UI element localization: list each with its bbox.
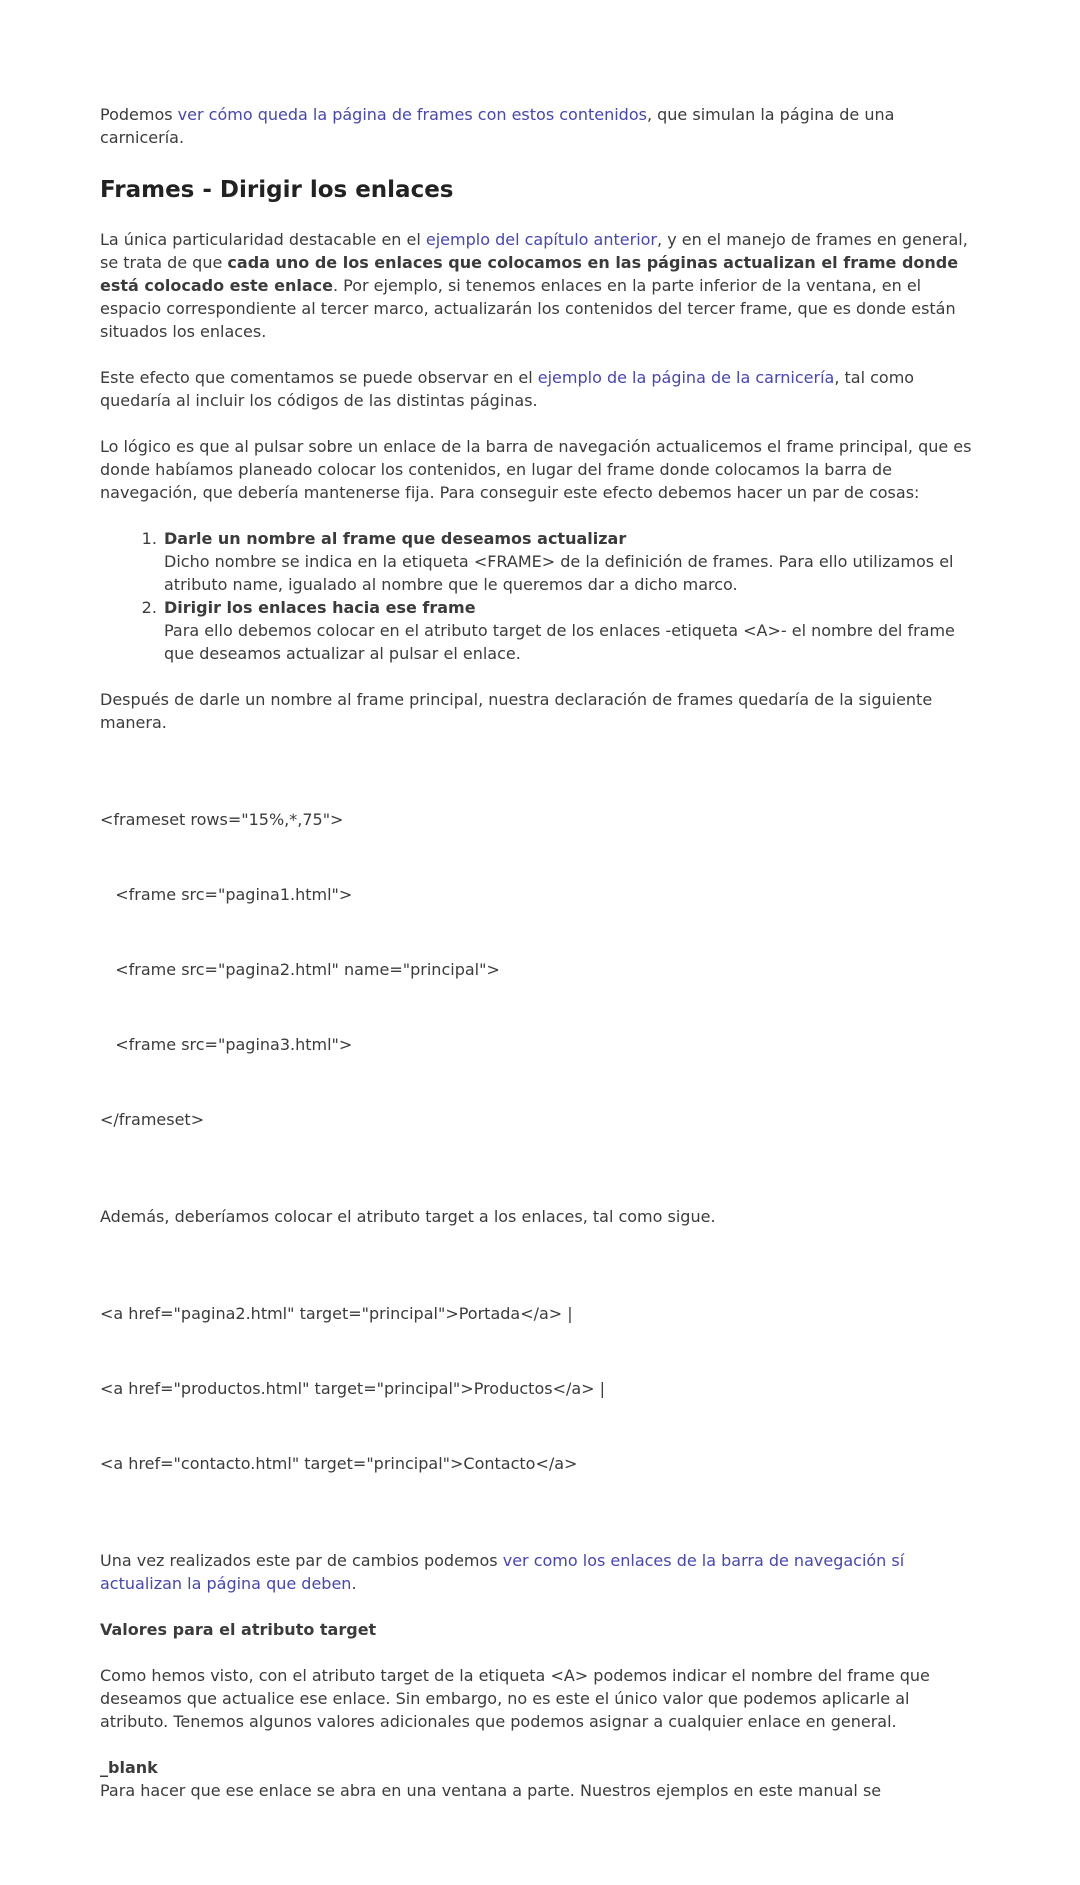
term-blank-block: [100, 1756, 980, 1802]
text-span: , que simulan la página de una carnicería.: [100, 105, 895, 147]
paragraph-ademas: Además, deberíamos colocar el atributo target a los enlaces, tal como sigue.: [100, 1207, 716, 1226]
code-line: <a href="productos.html" target="principal">Productos</a> |: [100, 1379, 606, 1398]
term-name: _blank: [100, 1758, 158, 1777]
code-block-frameset: [100, 757, 980, 1182]
list-item: [162, 527, 980, 596]
text-link[interactable]: ver cómo queda la página de frames con estos contenidos: [177, 105, 647, 124]
text-span: La única particularidad destacable en el: [100, 230, 426, 249]
paragraph-este-efecto: [100, 366, 980, 412]
page-title: Frames - Dirigir los enlaces: [100, 177, 454, 203]
paragraph-como-hemos-visto: Como hemos visto, con el atributo target de la etiqueta <A> podemos indicar el nombre del frame que deseamos que actualice ese enlace. Sin embargo, no es este el único valor que podemos aplicarle al atributo. Tenemos algunos valores adicionales que podemos asignar a cualquier enlace en general.: [100, 1666, 930, 1731]
steps-list: [100, 527, 980, 665]
text-span: , y en el manejo de frames en general, se trata de que: [100, 230, 968, 272]
step-description: Para ello debemos colocar en el atributo target de los enlaces -etiqueta <A>- el nombre del frame que deseamos actualizar al pulsar el enlace.: [164, 621, 955, 663]
text-span: Una vez realizados este par de cambios podemos: [100, 1551, 503, 1570]
code-line: <a href="contacto.html" target="principal">Contacto</a>: [100, 1454, 578, 1473]
paragraph-despues: Después de darle un nombre al frame principal, nuestra declaración de frames quedaría de la siguiente manera.: [100, 690, 933, 732]
step-description: Dicho nombre se indica en la etiqueta <FRAME> de la definición de frames. Para ello utilizamos el atributo name, igualado al nombre que le queremos dar a dicho marco.: [164, 552, 954, 594]
code-line: <frame src="pagina3.html">: [100, 1035, 353, 1054]
term-description: Para hacer que ese enlace se abra en una ventana a parte. Nuestros ejemplos en este manual se: [100, 1781, 882, 1800]
intro-paragraph: [100, 103, 980, 149]
list-item: [162, 596, 980, 665]
code-line: <frame src="pagina2.html" name="principal">: [100, 960, 500, 979]
subheading-valores-target: Valores para el atributo target: [100, 1620, 377, 1639]
code-line: <a href="pagina2.html" target="principal">Portada</a> |: [100, 1304, 573, 1323]
text-span: . Por ejemplo, si tenemos enlaces en la parte inferior de la ventana, en el espacio correspondiente al tercer marco, actualizarán los contenidos del tercer frame, que es donde están situados los enlaces.: [100, 276, 956, 341]
text-link[interactable]: ver como los enlaces de la barra de navegación sí actualizan la página que deben: [100, 1551, 905, 1593]
text-link[interactable]: ejemplo del capítulo anterior: [425, 230, 658, 249]
step-title: 1. Darle un nombre al frame que deseamos actualizar: [164, 529, 627, 548]
step-title: 2. Dirigir los enlaces hacia ese frame: [164, 598, 476, 617]
paragraph-unica-particularidad: [100, 228, 980, 343]
text-span: .: [351, 1574, 357, 1593]
text-span: , tal como quedaría al incluir los códigos de las distintas páginas.: [100, 368, 915, 410]
paragraph-lo-logico: Lo lógico es que al pulsar sobre un enlace de la barra de navegación actualicemos el frame principal, que es donde habíamos planeado colocar los contenidos, en lugar del frame donde colocamos la barra de navegación, que debería mantenerse fija. Para conseguir este efecto debemos hacer un par de cosas:: [100, 437, 972, 502]
paragraph-una-vez: [100, 1549, 980, 1595]
bold-text: cada uno de los enlaces que colocamos en las páginas actualizan el frame donde está colocado este enlace: [100, 253, 959, 295]
code-line: <frameset rows="15%,*,75">: [100, 810, 344, 829]
code-line: <frame src="pagina1.html">: [100, 885, 353, 904]
text-link[interactable]: ejemplo de la página de la carnicería: [537, 368, 835, 387]
text-span: Este efecto que comentamos se puede observar en el: [100, 368, 538, 387]
text-span: Podemos: [100, 105, 178, 124]
code-line: </frameset>: [100, 1110, 205, 1129]
code-block-links: [100, 1251, 980, 1526]
